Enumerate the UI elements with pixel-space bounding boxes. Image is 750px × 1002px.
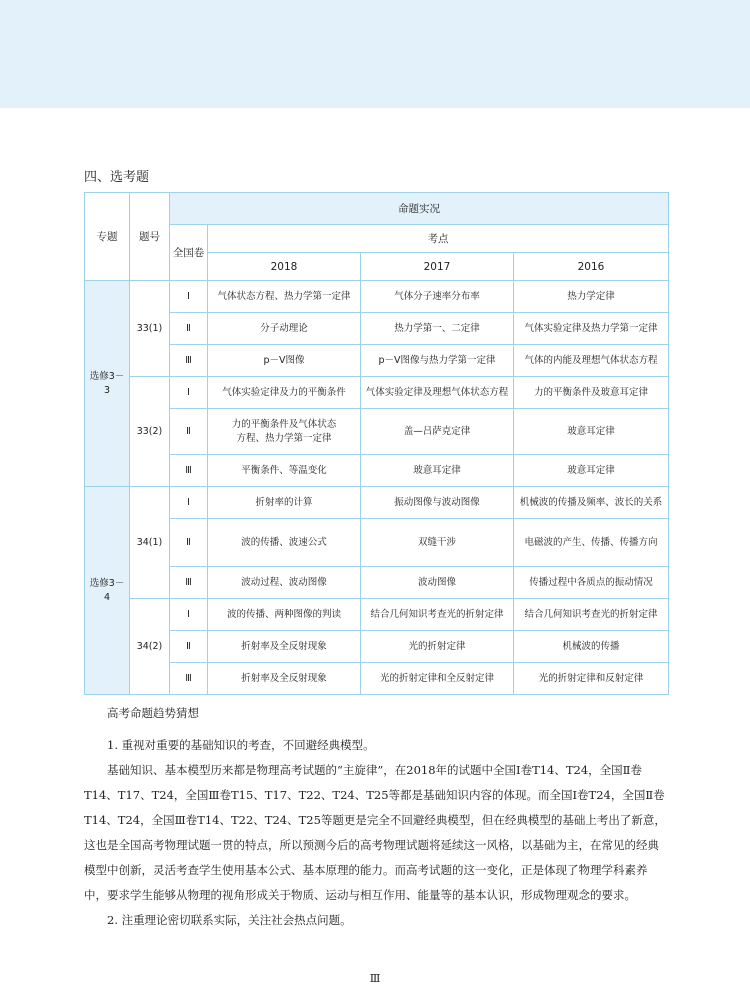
cell-2016: 光的折射定律和反射定律 xyxy=(514,663,669,695)
body-text xyxy=(84,733,668,933)
table-row xyxy=(85,487,669,519)
cell-2018: 折射率及全反射现象 xyxy=(208,631,361,663)
question-cell: 34(1) xyxy=(130,487,170,599)
paper-cell: Ⅰ xyxy=(170,281,208,313)
cell-2016: 电磁波的产生、传播、传播方向 xyxy=(514,519,669,567)
paper-cell: Ⅰ xyxy=(170,599,208,631)
cell-2017: 双缝干涉 xyxy=(361,519,514,567)
question-cell: 33(2) xyxy=(130,377,170,487)
paper-cell: Ⅲ xyxy=(170,345,208,377)
table-row xyxy=(85,377,669,409)
paper-cell: Ⅱ xyxy=(170,313,208,345)
paper-cell: Ⅲ xyxy=(170,567,208,599)
header-year-2016: 2016 xyxy=(514,253,669,281)
paragraph-1-heading: 1. 重视对重要的基础知识的考查，不回避经典模型。 xyxy=(107,738,375,752)
table-row xyxy=(85,455,669,487)
table-row xyxy=(85,663,669,695)
paper-cell: Ⅱ xyxy=(170,519,208,567)
trend-title: 高考命题趋势猜想 xyxy=(107,706,199,720)
cell-2017: 气体实验定律及理想气体状态方程 xyxy=(361,377,514,409)
header-real: 命题实况 xyxy=(170,193,669,225)
cell-2016: 结合几何知识考查光的折射定律 xyxy=(514,599,669,631)
question-cell: 34(2) xyxy=(130,599,170,695)
paper-cell: Ⅱ xyxy=(170,631,208,663)
table-row xyxy=(85,567,669,599)
cell-2018: 气体实验定律及力的平衡条件 xyxy=(208,377,361,409)
cell-2016: 机械波的传播 xyxy=(514,631,669,663)
cell-2016: 气体的内能及理想气体状态方程 xyxy=(514,345,669,377)
cell-2018 xyxy=(208,409,361,455)
cell-2017: 结合几何知识考查光的折射定律 xyxy=(361,599,514,631)
cell-2018: 气体状态方程、热力学第一定律 xyxy=(208,281,361,313)
question-cell: 33(1) xyxy=(130,281,170,377)
cell-2016: 玻意耳定律 xyxy=(514,409,669,455)
cell-2017: 盖—吕萨克定律 xyxy=(361,409,514,455)
cell-2018: 折射率的计算 xyxy=(208,487,361,519)
cell-2018: 分子动理论 xyxy=(208,313,361,345)
cell-2018: 波的传播、两种图像的判读 xyxy=(208,599,361,631)
header-year-2017: 2017 xyxy=(361,253,514,281)
subject-cell: 选修3－4 xyxy=(85,487,130,695)
cell-2018: 折射率及全反射现象 xyxy=(208,663,361,695)
table-row xyxy=(85,281,669,313)
cell-2016: 热力学定律 xyxy=(514,281,669,313)
paper-cell: Ⅱ xyxy=(170,409,208,455)
cell-2016: 气体实验定律及热力学第一定律 xyxy=(514,313,669,345)
table-row xyxy=(85,345,669,377)
paper-cell: Ⅲ xyxy=(170,663,208,695)
header-question: 题号 xyxy=(130,193,170,281)
section-title: 四、选考题 xyxy=(84,170,150,185)
paragraph-2-heading: 2. 注重理论密切联系实际，关注社会热点问题。 xyxy=(107,913,352,927)
paragraph-1-body: 基础知识、基本模型历来都是物理高考试题的“主旋律”，在2018年的试题中全国Ⅰ卷T14、T24，全国Ⅱ卷T14、T17、T24，全国Ⅲ卷T15、T17、T22、T24、T25等都是基础知识内容的体现。而全国Ⅰ卷T24，全国Ⅱ卷T14、T24，全国Ⅲ卷T14、T22、T24、T25等题更是完全不回避经典模型，但在经典模型的基础上考出了新意，这也是全国高考物理试题一贯的特点，所以预测今后的高考物理试题将延续这一风格，以基础为主，在常见的经典模型中创新，灵活考查学生使用基本公式、基本原理的能力。而高考试题的这一变化，正是体现了物理学科素养中，要求学生能够从物理的视角形成关于物质、运动与相互作用、能量等的基本认识，形成物理观念的要求。 xyxy=(84,763,666,902)
subject-cell: 选修3－3 xyxy=(85,281,130,487)
table-row xyxy=(85,519,669,567)
table-row xyxy=(85,631,669,663)
table-row xyxy=(85,599,669,631)
table-row xyxy=(85,409,669,455)
table-row xyxy=(85,313,669,345)
cell-2017: 波动图像 xyxy=(361,567,514,599)
cell-2018: p－V图像 xyxy=(208,345,361,377)
cell-2017: 气体分子速率分布率 xyxy=(361,281,514,313)
cell-2018-line2: 方程、热力学第一定律 xyxy=(236,432,332,444)
paper-cell: Ⅰ xyxy=(170,377,208,409)
paper-cell: Ⅲ xyxy=(170,455,208,487)
cell-2017: 振动图像与波动图像 xyxy=(361,487,514,519)
paper-cell: Ⅰ xyxy=(170,487,208,519)
cell-2016: 机械波的传播及频率、波长的关系 xyxy=(514,487,669,519)
cell-2016: 力的平衡条件及玻意耳定律 xyxy=(514,377,669,409)
page-number: Ⅲ xyxy=(369,972,381,985)
cell-2017: 光的折射定律 xyxy=(361,631,514,663)
cell-2018: 波的传播、波速公式 xyxy=(208,519,361,567)
cell-2016: 玻意耳定律 xyxy=(514,455,669,487)
cell-2016: 传播过程中各质点的振动情况 xyxy=(514,567,669,599)
exam-table xyxy=(84,192,669,695)
cell-2017: p－V图像与热力学第一定律 xyxy=(361,345,514,377)
cell-2017: 光的折射定律和全反射定律 xyxy=(361,663,514,695)
cell-2018: 波动过程、波动图像 xyxy=(208,567,361,599)
cell-2017: 热力学第一、二定律 xyxy=(361,313,514,345)
cell-2017: 玻意耳定律 xyxy=(361,455,514,487)
cell-2018-line1: 力的平衡条件及气体状态 xyxy=(231,418,337,430)
header-banner xyxy=(0,0,750,108)
header-year-2018: 2018 xyxy=(208,253,361,281)
header-points: 考点 xyxy=(208,225,669,253)
header-subject: 专题 xyxy=(85,193,130,281)
cell-2018: 平衡条件、等温变化 xyxy=(208,455,361,487)
header-paper: 全国卷 xyxy=(170,225,208,281)
